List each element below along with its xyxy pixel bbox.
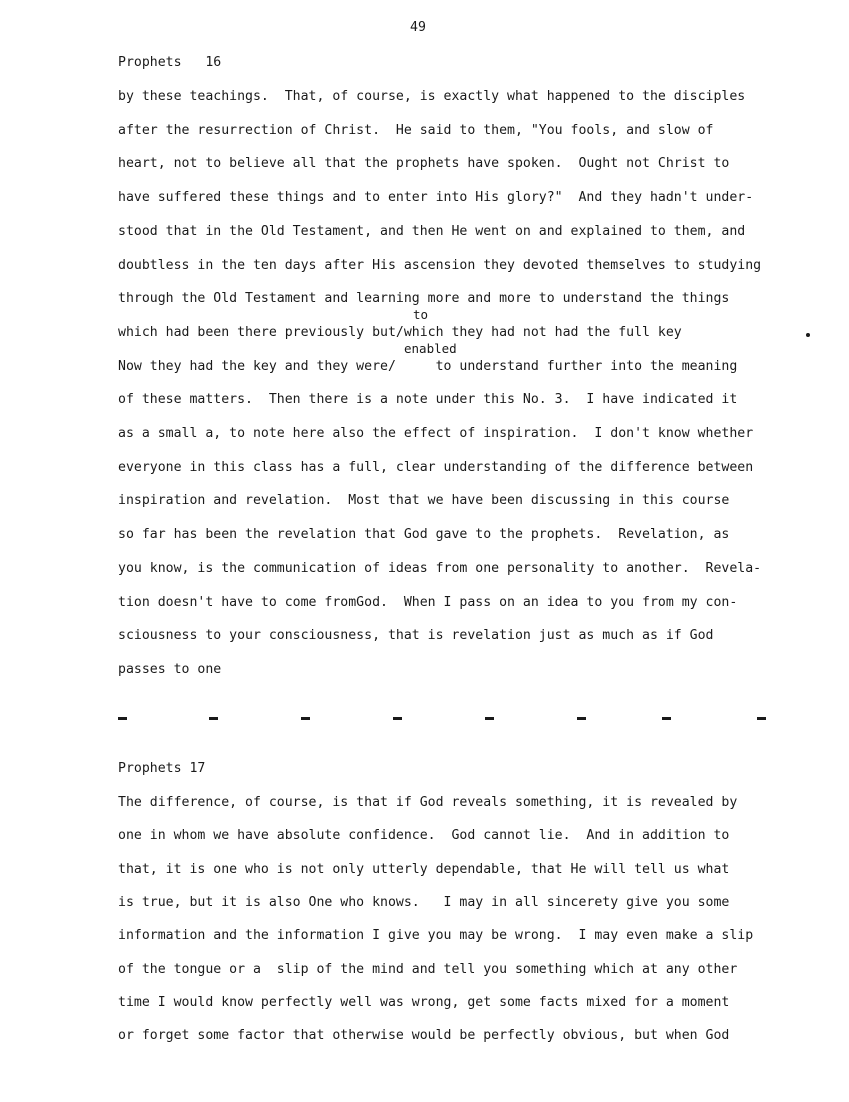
text-line: through the Old Testament and learning more and more to understand the things	[118, 291, 730, 306]
text-line: inspiration and revelation. Most that we have been discussing in this course	[118, 493, 730, 508]
separator-dash	[209, 717, 218, 720]
interlinear-insert-enabled: enabled	[404, 341, 457, 356]
text-line: that, it is one who is not only utterly dependable, that He will tell us what	[118, 862, 730, 877]
section-heading-prophets-16: Prophets 16	[118, 55, 222, 70]
text-line: one in whom we have absolute confidence. God cannot lie. And in addition to	[118, 828, 730, 843]
text-line: or forget some factor that otherwise would be perfectly obvious, but when God	[118, 1028, 730, 1043]
text-line: passes to one	[118, 662, 222, 677]
text-line: information and the information I give you may be wrong. I may even make a slip	[118, 928, 754, 943]
separator-dash	[393, 717, 402, 720]
text-line: after the resurrection of Christ. He said to them, "You fools, and slow of	[118, 123, 714, 138]
text-line: of the tongue or a slip of the mind and tell you something which at any other	[118, 962, 738, 977]
text-line: Now they had the key and they were/ to understand further into the meaning	[118, 359, 738, 374]
separator-dash	[301, 717, 310, 720]
separator-dash	[757, 717, 766, 720]
separator-dash	[118, 717, 127, 720]
text-line: of these matters. Then there is a note under this No. 3. I have indicated it	[118, 392, 738, 407]
text-line: tion doesn't have to come fromGod. When I pass on an idea to you from my con-	[118, 595, 738, 610]
separator-dash	[485, 717, 494, 720]
separator-dash	[577, 717, 586, 720]
text-line: heart, not to believe all that the prophets have spoken. Ought not Christ to	[118, 156, 730, 171]
text-line: is true, but it is also One who knows. I may in all sincerety give you some	[118, 895, 730, 910]
section-heading-prophets-17: Prophets 17	[118, 761, 206, 776]
text-line: as a small a, to note here also the effect of inspiration. I don't know whether	[118, 426, 754, 441]
margin-mark	[806, 333, 810, 337]
text-line: have suffered these things and to enter into His glory?" And they hadn't under-	[118, 190, 754, 205]
text-line: time I would know perfectly well was wrong, get some facts mixed for a moment	[118, 995, 730, 1010]
text-line: doubtless in the ten days after His ascension they devoted themselves to studying	[118, 258, 762, 273]
text-line: The difference, of course, is that if God reveals something, it is revealed by	[118, 795, 738, 810]
text-line: sciousness to your consciousness, that is revelation just as much as if God	[118, 628, 714, 643]
text-line: stood that in the Old Testament, and then He went on and explained to them, and	[118, 224, 746, 239]
interlinear-insert-to: to	[413, 307, 429, 322]
text-line: everyone in this class has a full, clear understanding of the difference between	[118, 460, 754, 475]
text-line: by these teachings. That, of course, is exactly what happened to the disciples	[118, 89, 746, 104]
text-line: so far has been the revelation that God gave to the prophets. Revelation, as	[118, 527, 730, 542]
text-line: which had been there previously but/which they had not had the full key	[118, 325, 682, 340]
section-separator	[118, 713, 768, 721]
text-line: you know, is the communication of ideas from one personality to another. Revela-	[118, 561, 762, 576]
page-number: 49	[410, 20, 426, 35]
separator-dash	[662, 717, 671, 720]
